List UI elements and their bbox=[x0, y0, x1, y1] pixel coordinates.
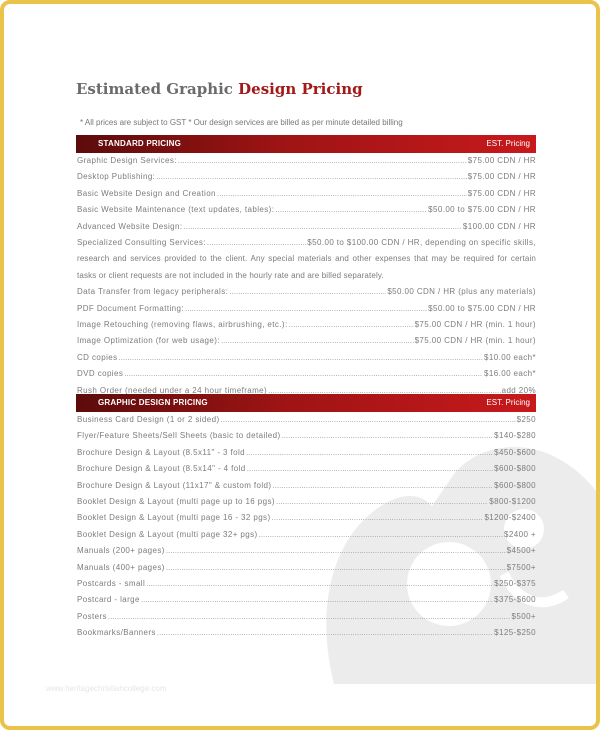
dot-leader bbox=[146, 576, 493, 592]
item-label: Basic Website Maintenance (text updates, tables): bbox=[77, 205, 275, 215]
dot-leader bbox=[247, 461, 494, 477]
item-price: $75.00 CDN / HR bbox=[467, 172, 536, 182]
price-row bbox=[77, 592, 536, 608]
dot-leader bbox=[272, 510, 484, 526]
dot-leader bbox=[124, 366, 483, 382]
item-price: $450-$600 bbox=[494, 447, 536, 457]
price-row bbox=[77, 350, 536, 366]
price-row bbox=[77, 333, 536, 349]
dot-leader bbox=[246, 445, 493, 461]
dot-leader bbox=[207, 235, 306, 251]
price-row bbox=[77, 527, 536, 543]
price-row bbox=[77, 494, 536, 510]
item-label: Brochure Design & Layout (8.5x14" - 4 fold bbox=[77, 464, 246, 474]
item-price: $2400 + bbox=[504, 529, 536, 539]
item-label: Booklet Design & Layout (multi page up to 16 pgs) bbox=[77, 496, 275, 506]
item-label: Rush Order (needed under a 24 hour timeframe) bbox=[77, 385, 268, 395]
price-row bbox=[77, 510, 536, 526]
dot-leader bbox=[229, 284, 386, 300]
dot-leader bbox=[166, 543, 506, 559]
item-label: Booklet Design & Layout (multi page 16 - 32 pgs) bbox=[77, 513, 271, 523]
item-label: Manuals (400+ pages) bbox=[77, 562, 165, 572]
price-row bbox=[77, 560, 536, 576]
dot-leader bbox=[217, 186, 467, 202]
item-price: $600-$800 bbox=[494, 480, 536, 490]
item-label: DVD copies bbox=[77, 369, 124, 379]
dot-leader bbox=[289, 317, 414, 333]
price-row bbox=[77, 445, 536, 461]
billing-note: * All prices are subject to GST * Our design services are billed as per minute detailed billing bbox=[80, 118, 403, 127]
dot-leader bbox=[166, 560, 506, 576]
graphic-design-pricing-header bbox=[76, 394, 536, 412]
item-label: Postcard - large bbox=[77, 595, 140, 605]
item-label: Specialized Consulting Services: bbox=[77, 237, 206, 247]
item-price: $250 bbox=[516, 415, 536, 424]
item-price: $100.00 CDN / HR bbox=[462, 221, 536, 231]
item-label: Image Retouching (removing flaws, airbrushing, etc.): bbox=[77, 319, 288, 329]
dot-leader bbox=[185, 301, 427, 317]
price-row bbox=[77, 219, 536, 235]
dot-leader bbox=[157, 625, 493, 641]
item-price: add 20% bbox=[501, 385, 536, 395]
item-price: $250-$375 bbox=[494, 578, 536, 588]
price-row bbox=[77, 169, 536, 185]
item-label: Postcards - small bbox=[77, 578, 146, 588]
est-pricing-label: EST. Pricing bbox=[486, 398, 530, 407]
item-price: $4500+ bbox=[506, 546, 536, 556]
item-label: Desktop Publishing: bbox=[77, 172, 156, 182]
item-label: Graphic Design Services: bbox=[77, 156, 177, 165]
item-price: $50.00 to $75.00 CDN / HR bbox=[428, 303, 536, 313]
price-row bbox=[77, 301, 536, 317]
dot-leader bbox=[178, 153, 467, 169]
price-row bbox=[77, 412, 536, 428]
price-row bbox=[77, 576, 536, 592]
item-price: $600-$800 bbox=[494, 464, 536, 474]
item-price: $50.00 to $100.00 CDN / HR, depending on specific skills, bbox=[307, 237, 536, 247]
price-row bbox=[77, 609, 536, 625]
item-label: Posters bbox=[77, 611, 107, 621]
item-label: Manuals (200+ pages) bbox=[77, 546, 165, 556]
price-row bbox=[77, 625, 536, 641]
dot-leader bbox=[141, 592, 493, 608]
dot-leader bbox=[184, 219, 462, 235]
item-label: Basic Website Design and Creation bbox=[77, 188, 216, 198]
item-label: Flyer/Feature Sheets/Sell Sheets (basic to detailed) bbox=[77, 431, 281, 441]
item-price: $75.00 CDN / HR (min. 1 hour) bbox=[414, 319, 536, 329]
item-price: $75.00 CDN / HR bbox=[467, 188, 536, 198]
dot-leader bbox=[156, 169, 466, 185]
price-row bbox=[77, 461, 536, 477]
price-row bbox=[77, 235, 536, 251]
price-row bbox=[77, 317, 536, 333]
item-price: $7500+ bbox=[506, 562, 536, 572]
standard-pricing-header bbox=[76, 135, 536, 153]
item-label: Image Optimization (for web usage): bbox=[77, 336, 220, 346]
item-label: Data Transfer from legacy peripherals: bbox=[77, 287, 229, 297]
item-price: $50.00 CDN / HR (plus any materials) bbox=[387, 287, 536, 297]
item-price: $16.00 each* bbox=[484, 369, 536, 379]
price-row bbox=[77, 366, 536, 382]
item-price: $1200-$2400 bbox=[484, 513, 536, 523]
item-label: Advanced Website Design: bbox=[77, 221, 183, 231]
item-label: Booklet Design & Layout (multi page 32+ pgs) bbox=[77, 529, 258, 539]
dot-leader bbox=[275, 202, 427, 218]
price-row bbox=[77, 428, 536, 444]
item-label: PDF Document Formatting: bbox=[77, 303, 184, 313]
price-row bbox=[77, 543, 536, 559]
item-price: $375-$600 bbox=[494, 595, 536, 605]
item-price: $125-$250 bbox=[494, 628, 536, 638]
item-label: Brochure Design & Layout (11x17" & custom fold) bbox=[77, 480, 272, 490]
item-label: Business Card Design (1 or 2 sided) bbox=[77, 415, 220, 424]
price-row bbox=[77, 186, 536, 202]
dot-leader bbox=[282, 428, 494, 444]
item-price: $75.00 CDN / HR (min. 1 hour) bbox=[414, 336, 536, 346]
section-title: GRAPHIC DESIGN PRICING bbox=[98, 398, 208, 407]
price-row bbox=[77, 284, 536, 300]
item-label: CD copies bbox=[77, 352, 118, 362]
item-price: $10.00 each* bbox=[484, 352, 536, 362]
dot-leader bbox=[221, 333, 414, 349]
page-title: Estimated Graphic Design Pricing bbox=[76, 80, 363, 98]
graphic-design-pricing-list bbox=[77, 412, 536, 641]
price-row bbox=[77, 153, 536, 169]
dot-leader bbox=[259, 527, 503, 543]
item-label: Brochure Design & Layout (8.5x11" - 3 fold bbox=[77, 447, 246, 457]
section-title: STANDARD PRICING bbox=[98, 139, 182, 148]
standard-pricing-list bbox=[77, 153, 536, 399]
footer-watermark: www.heritagechristiancollege.com bbox=[46, 684, 167, 693]
item-label: Bookmarks/Banners bbox=[77, 628, 156, 638]
item-price: $500+ bbox=[511, 611, 536, 621]
dot-leader bbox=[221, 412, 516, 428]
price-row bbox=[77, 478, 536, 494]
dot-leader bbox=[119, 350, 484, 366]
item-price: $75.00 CDN / HR bbox=[467, 156, 536, 165]
item-price: $50.00 to $75.00 CDN / HR bbox=[428, 205, 536, 215]
item-price: $140-$280 bbox=[494, 431, 536, 441]
est-pricing-label: EST. Pricing bbox=[486, 139, 530, 148]
dot-leader bbox=[272, 478, 493, 494]
dot-leader bbox=[276, 494, 488, 510]
consulting-description: research and services provided to the client. Any special materials and other expenses that may be required for certain tasks or client requests are not included in the hourly rate and are billed separately. bbox=[77, 254, 536, 280]
item-price: $800-$1200 bbox=[489, 496, 536, 506]
price-row bbox=[77, 202, 536, 218]
dot-leader bbox=[108, 609, 511, 625]
